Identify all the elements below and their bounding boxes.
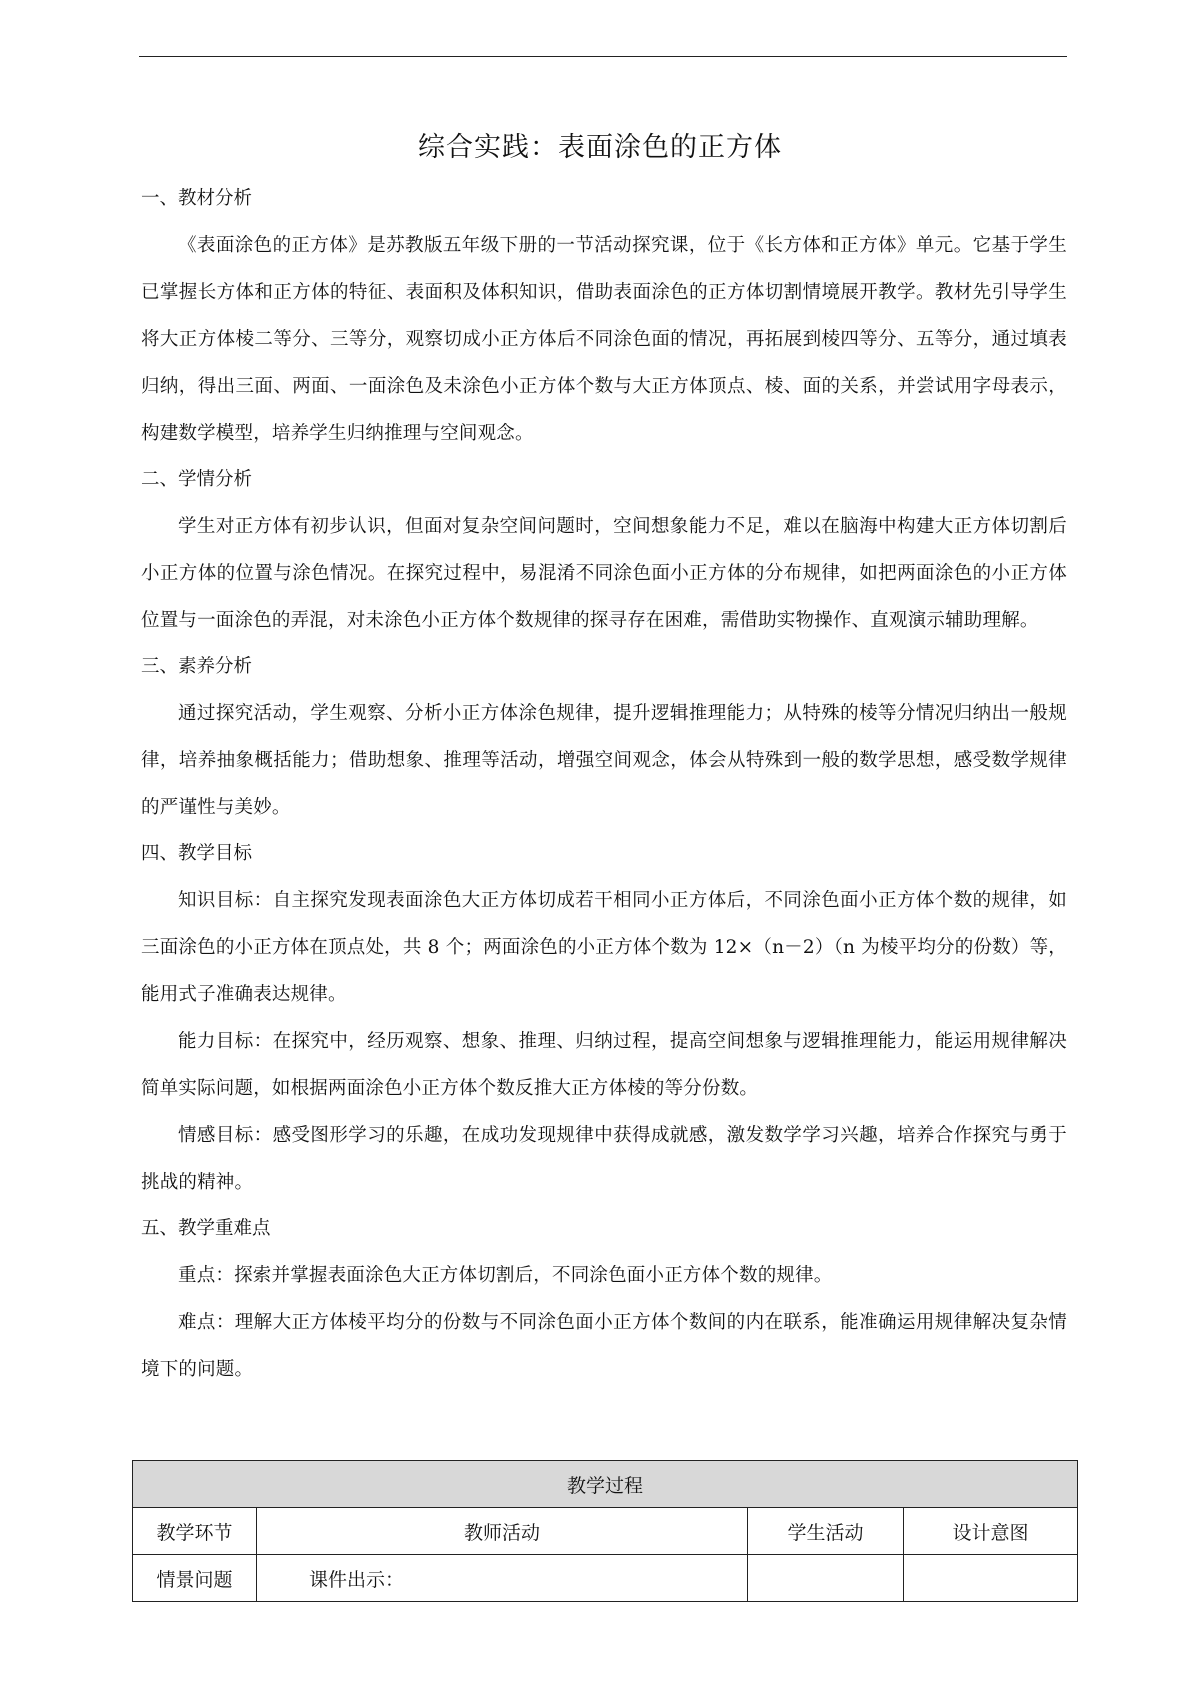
table-cell: 情景问题 bbox=[133, 1555, 257, 1602]
key-point: 重点：探索并掌握表面涂色大正方体切割后，不同涂色面小正方体个数的规律。 bbox=[178, 1265, 833, 1286]
paragraph: 《表面涂色的正方体》是苏教版五年级下册的一节活动探究课，位于《长方体和正方体》单元。它基于学生已掌握长方体和正方体的特征、表面积及体积知识，借助表面涂色的正方体切割情境展开教学。教材先引导学生将大正方体棱二等分、三等分，观察切成小正方体后不同涂色面的情况，再拓展到棱四等分、五等分，通过填表归纳，得出三面、两面、一面涂色及未涂色小正方体个数与大正方体顶点、棱、面的关系，并尝试用字母表示，构建数学模型，培养学生归纳推理与空间观念。 bbox=[141, 235, 1067, 444]
section-heading: 二、学情分析 bbox=[141, 469, 253, 490]
document-title: 综合实践：表面涂色的正方体 bbox=[418, 132, 782, 163]
paragraph: 通过探究活动，学生观察、分析小正方体涂色规律，提升逻辑推理能力；从特殊的棱等分情况归纳出一般规律，培养抽象概括能力；借助想象、推理等活动，增强空间观念，体会从特殊到一般的数学思想，感受数学规律的严谨性与美妙。 bbox=[141, 703, 1067, 818]
difficult-point: 难点：理解大正方体棱平均分的份数与不同涂色面小正方体个数间的内在联系，能准确运用规律解决复杂情境下的问题。 bbox=[141, 1312, 1067, 1380]
column-header: 设计意图 bbox=[904, 1508, 1078, 1555]
section-teaching-objectives bbox=[141, 842, 1067, 1206]
table-caption: 教学过程 bbox=[133, 1461, 1078, 1508]
section-heading: 一、教材分析 bbox=[141, 188, 253, 209]
section-materials-analysis bbox=[141, 187, 1067, 457]
column-header: 教学环节 bbox=[133, 1508, 257, 1555]
section-heading: 三、素养分析 bbox=[141, 656, 253, 677]
table-row bbox=[133, 1555, 1078, 1602]
table-cell bbox=[748, 1555, 904, 1602]
teaching-process-table bbox=[132, 1460, 1078, 1602]
table-caption-row bbox=[133, 1461, 1078, 1508]
section-key-difficult-points bbox=[141, 1217, 1067, 1393]
section-literacy-analysis bbox=[141, 655, 1067, 831]
section-heading: 四、教学目标 bbox=[141, 843, 253, 864]
knowledge-objective: 知识目标：自主探究发现表面涂色大正方体切成若干相同小正方体后，不同涂色面小正方体个数的规律，如三面涂色的小正方体在顶点处，共 8 个；两面涂色的小正方体个数为 12×（n－2）（n 为棱平均分的份数）等，能用式子准确表达规律。 bbox=[141, 890, 1067, 1005]
paragraph: 学生对正方体有初步认识，但面对复杂空间问题时，空间想象能力不足，难以在脑海中构建大正方体切割后小正方体的位置与涂色情况。在探究过程中，易混淆不同涂色面小正方体的分布规律，如把两面涂色的小正方体位置与一面涂色的弄混，对未涂色小正方体个数规律的探寻存在困难，需借助实物操作、直观演示辅助理解。 bbox=[141, 516, 1067, 631]
column-header: 学生活动 bbox=[748, 1508, 904, 1555]
emotion-objective: 情感目标：感受图形学习的乐趣，在成功发现规律中获得成就感，激发数学学习兴趣，培养合作探究与勇于挑战的精神。 bbox=[141, 1125, 1067, 1193]
header-rule bbox=[139, 56, 1067, 57]
table-cell bbox=[904, 1555, 1078, 1602]
column-header: 教师活动 bbox=[257, 1508, 748, 1555]
document-body bbox=[141, 187, 1067, 1404]
table-header-row bbox=[133, 1508, 1078, 1555]
section-heading: 五、教学重难点 bbox=[141, 1218, 271, 1239]
table-cell: 课件出示： bbox=[257, 1555, 748, 1602]
ability-objective: 能力目标：在探究中，经历观察、想象、推理、归纳过程，提高空间想象与逻辑推理能力，能运用规律解决简单实际问题，如根据两面涂色小正方体个数反推大正方体棱的等分份数。 bbox=[141, 1031, 1067, 1099]
section-student-analysis bbox=[141, 468, 1067, 644]
